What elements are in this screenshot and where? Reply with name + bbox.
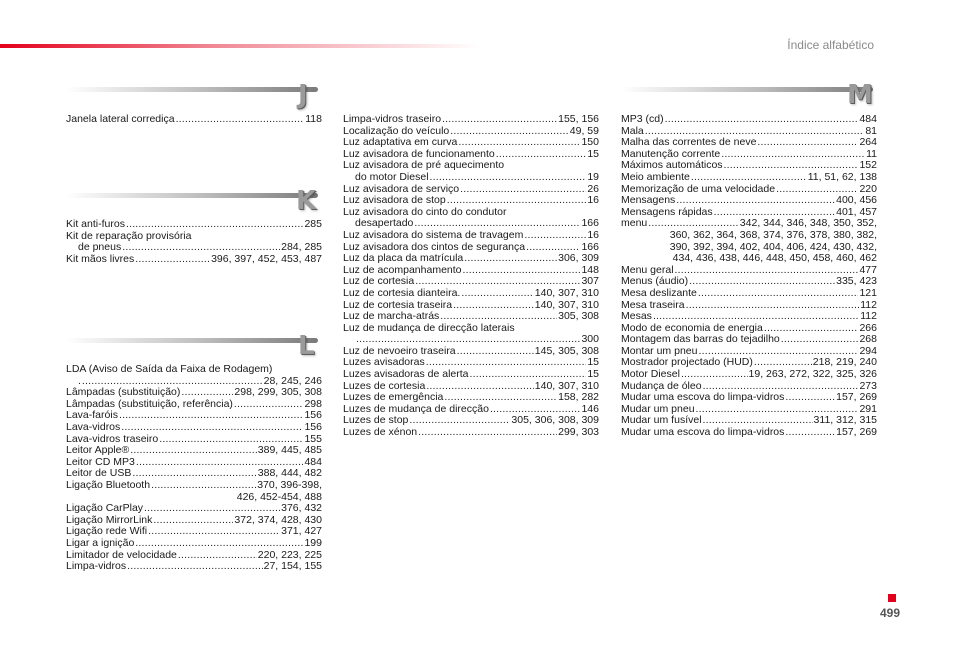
- index-entry-pages: 306, 309: [558, 252, 599, 265]
- index-entry-leader-dots: [234, 399, 304, 411]
- index-entry-name: Mudar um pneu: [621, 402, 695, 415]
- index-entry-pages: 15: [587, 356, 599, 369]
- index-entry: [343, 114, 599, 126]
- index-entry-leader-dots: [665, 114, 859, 126]
- index-entry-name: Luz de cortesia traseira: [343, 298, 453, 311]
- index-entry: [343, 253, 599, 265]
- index-entry-pages: 335, 423: [836, 275, 877, 288]
- index-entry-name: desapertado: [355, 217, 414, 230]
- index-entry: [66, 503, 322, 515]
- index-entry: [621, 311, 877, 323]
- index-entry-leader-dots: [178, 550, 257, 562]
- index-entry-pages: 150: [581, 136, 599, 149]
- index-entry-name: Ligação MirrorLink: [66, 513, 153, 526]
- index-entry-pages: 81: [865, 124, 877, 137]
- index-entry-pages: 118: [305, 113, 322, 125]
- index-entry-pages: 484: [304, 455, 322, 468]
- index-entry-name: Leitor CD MP3: [66, 455, 135, 468]
- index-entry-pages: 220: [859, 182, 877, 195]
- index-column-l-continued: [343, 114, 599, 439]
- index-entry: [621, 369, 877, 381]
- index-entry-leader-dots: [721, 149, 865, 161]
- index-entry-leader-dots: [153, 515, 233, 527]
- index-entry-pages: 166: [581, 240, 599, 253]
- index-entry-pages: 300: [581, 333, 599, 346]
- index-entry: [621, 114, 877, 126]
- index-entry-leader-dots: [151, 480, 256, 492]
- page-number: 499: [879, 606, 900, 620]
- section-letter-m: M: [847, 80, 873, 110]
- index-entry: [343, 195, 599, 207]
- index-entry-pages: 218, 219, 240: [812, 356, 877, 369]
- index-entry-pages: 285: [304, 218, 322, 230]
- index-entry-pages: 15: [587, 147, 599, 160]
- index-entry-name: MP3 (cd): [621, 113, 664, 125]
- index-entry-name: Mudar um fusível: [621, 414, 702, 427]
- index-entry-pages: 370, 396-398,: [257, 478, 322, 491]
- index-entry-name: Montar um pneu: [621, 344, 698, 357]
- index-entry-leader-dots: [676, 195, 835, 207]
- index-entry-pages: 11: [866, 147, 877, 160]
- index-entry-leader-dots: [453, 300, 534, 312]
- index-entry-pages: 477: [859, 263, 877, 276]
- index-entry-name: Mensagens rápidas: [621, 205, 713, 218]
- index-entry-pages: 305, 308: [558, 310, 599, 323]
- index-column-m: [621, 114, 877, 439]
- index-entry-pages: 166: [581, 217, 599, 230]
- index-entry-pages: 284, 285: [281, 241, 322, 254]
- index-entry-name: Luz de mudança de direcção laterais: [343, 321, 515, 334]
- index-entry-name: Luz de cortesia: [343, 275, 415, 288]
- index-entry-pages: 16: [587, 194, 599, 207]
- index-entry-name: Memorização de uma velocidade: [621, 182, 776, 195]
- section-divider-bar: [66, 193, 318, 198]
- index-entry-name: Luzes de mudança de direcção: [343, 402, 489, 415]
- index-entry-leader-dots: [470, 369, 587, 381]
- index-entry-leader-dots: [463, 265, 581, 277]
- index-entry-leader-dots: [409, 415, 510, 427]
- index-entry-pages: 140, 307, 310: [534, 298, 599, 311]
- index-entry-leader-dots: [689, 276, 835, 288]
- index-entry: [66, 254, 322, 266]
- index-entry-name: Montagem das barras do tejadilho: [621, 333, 780, 346]
- index-entry-name: Luz avisadora de funcionamento: [343, 147, 495, 160]
- index-entry-leader-dots: [757, 137, 858, 149]
- index-entry-name: Luz avisadora dos cintos de segurança: [343, 240, 526, 253]
- index-entry-continuation: 390, 392, 394, 402, 404, 406, 424, 430, 432,: [669, 240, 877, 253]
- index-entry-name: Lâmpadas (substituição): [66, 386, 181, 399]
- index-entry-leader-dots: [130, 445, 257, 457]
- index-entry-name: Lava-vidros traseiro: [66, 432, 159, 445]
- index-entry-leader-dots: [691, 172, 807, 184]
- index-entry-leader-dots: [447, 195, 587, 207]
- index-entry-name: Luzes de cortesia: [343, 379, 426, 392]
- index-entry-pages: 268: [859, 333, 877, 346]
- index-entry-name: Mala: [621, 124, 644, 137]
- index-entry-name: Luz de nevoeiro traseira: [343, 344, 456, 357]
- index-entry-leader-dots: [121, 422, 303, 434]
- index-entry-pages: 311, 312, 315: [813, 414, 877, 427]
- index-entry-name: Ligação Bluetooth: [66, 478, 151, 491]
- index-column-k: [66, 219, 322, 265]
- index-entry-leader-dots: [132, 468, 256, 480]
- index-entry-pages: 307: [581, 275, 599, 288]
- index-entry-pages: 400, 456: [836, 194, 877, 207]
- index-entry-name: Luzes avisadoras de alerta: [343, 368, 469, 381]
- index-entry: [66, 538, 322, 550]
- index-entry-name: Mesa traseira: [621, 298, 685, 311]
- index-entry-pages: 112: [860, 310, 877, 323]
- index-entry-pages: 140, 307, 310: [534, 286, 599, 299]
- index-entry-name: Luzes de stop: [343, 414, 409, 427]
- index-entry-pages: 298: [304, 397, 322, 410]
- index-entry-name: Mudar uma escova do limpa-vidros: [621, 426, 785, 439]
- index-entry: [343, 311, 599, 323]
- index-entry-name: Mesas: [621, 310, 652, 323]
- index-entry-pages: 157, 269: [836, 426, 877, 439]
- index-entry-leader-dots: [785, 392, 835, 404]
- index-entry-name: Lava-vidros: [66, 420, 121, 433]
- index-entry-continuation: 426, 452-454, 488: [236, 490, 322, 503]
- index-entry-pages: 158, 282: [558, 391, 599, 404]
- index-entry-name: Lâmpadas (substituição, referência): [66, 397, 233, 410]
- index-entry-leader-dots: [176, 114, 305, 126]
- section-letter-l: L: [298, 331, 315, 361]
- index-entry-pages: 220, 223, 225: [257, 548, 322, 561]
- index-entry-name: Mostrador projectado (HUD): [621, 356, 753, 369]
- index-entry-name: Luzes de xénon: [343, 426, 418, 439]
- index-entry-pages: 484: [859, 113, 877, 125]
- index-entry-name: Ligar a ignição: [66, 536, 135, 549]
- index-entry-pages: 26: [587, 182, 599, 195]
- index-entry-name: Luz avisadora do cinto do condutor: [343, 205, 507, 218]
- index-entry: [66, 114, 322, 126]
- index-entry-name: menu: [621, 217, 648, 230]
- index-entry-name: Luz adaptativa em curva: [343, 136, 458, 149]
- index-entry-pages: 264: [859, 136, 877, 149]
- index-entry-name: .: [78, 374, 81, 387]
- index-entry: [66, 219, 322, 231]
- index-entry-name: Limitador de velocidade: [66, 548, 177, 561]
- index-entry-leader-dots: [496, 149, 587, 161]
- index-entry-name: Meio ambiente: [621, 170, 690, 183]
- index-entry-name: Mudança de óleo: [621, 379, 702, 392]
- index-entry-name: Menu geral: [621, 263, 674, 276]
- index-entry-name: LDA (Aviso de Saída da Faixa de Rodagem): [66, 363, 273, 375]
- index-entry-name: Luz avisadora do sistema de travagem: [343, 228, 524, 241]
- section-divider-bar: [66, 87, 318, 92]
- index-entry-leader-dots: [450, 126, 569, 138]
- index-entry-pages: 28, 245, 246: [263, 374, 322, 387]
- index-entry-leader-dots: [785, 427, 835, 439]
- index-entry-name: de pneus: [78, 241, 122, 254]
- index-entry-continuation: 434, 436, 438, 446, 448, 450, 458, 460, 462: [672, 252, 877, 265]
- index-entry-name: Janela lateral corrediça: [66, 113, 175, 125]
- index-entry-name: Limpa-vidros traseiro: [343, 113, 442, 125]
- section-divider-bar: [66, 338, 318, 343]
- index-entry-leader-dots: [681, 369, 748, 381]
- index-entry-pages: 388, 444, 482: [257, 467, 322, 480]
- index-entry-name: Ligação CarPlay: [66, 502, 144, 515]
- index-entry-leader-dots: [698, 288, 859, 300]
- index-entry-leader-dots: [135, 254, 210, 266]
- index-entry-pages: 342, 344, 346, 348, 350, 352,: [739, 217, 877, 230]
- index-entry-name: Kit anti-furos: [66, 218, 125, 230]
- index-entry-pages: 145, 305, 308: [534, 344, 599, 357]
- section-letter-j: J: [298, 80, 308, 110]
- index-entry-pages: 156: [304, 420, 322, 433]
- index-entry-pages: 27, 154, 155: [263, 560, 322, 573]
- index-entry-pages: 199: [304, 536, 322, 549]
- section-divider-bar: [621, 87, 873, 92]
- index-entry: [343, 288, 599, 300]
- section-letter-k: K: [296, 186, 317, 216]
- index-entry-leader-dots: [457, 346, 534, 358]
- index-entry-name: Mudar uma escova do limpa-vidros: [621, 391, 785, 404]
- index-entry-pages: 372, 374, 428, 430: [234, 513, 322, 526]
- index-column-j: [66, 114, 322, 126]
- index-entry-name: Lava-faróis: [66, 409, 118, 422]
- index-entry-leader-dots: [418, 427, 557, 439]
- index-entry: [621, 300, 877, 312]
- index-entry-leader-dots: [524, 230, 586, 242]
- index-entry-leader-dots: [442, 114, 557, 126]
- header-accent-bar: [0, 44, 480, 48]
- index-entry-name: Limpa-vidros: [66, 560, 127, 573]
- index-entry-name: Mesa deslizante: [621, 286, 697, 299]
- index-entry-leader-dots: [461, 288, 533, 300]
- index-entry-name: Luzes avisadoras: [343, 356, 425, 369]
- index-entry: [66, 480, 322, 492]
- index-entry-leader-dots: [144, 503, 280, 515]
- index-entry-leader-dots: [148, 526, 280, 538]
- index-entry-pages: 140, 307, 310: [534, 379, 599, 392]
- index-entry-leader-dots: [119, 410, 304, 422]
- index-entry-pages: 266: [859, 321, 877, 334]
- index-entry-pages: 371, 427: [281, 525, 322, 538]
- index-entry-pages: 15: [587, 368, 599, 381]
- index-entry-name: Kit de reparação provisória: [66, 229, 192, 242]
- index-entry: [621, 172, 877, 184]
- index-entry-name: Leitor de USB: [66, 467, 132, 480]
- index-entry-pages: 19, 263, 272, 322, 325, 326: [748, 368, 877, 381]
- index-column-l: [66, 364, 322, 573]
- index-entry: [66, 445, 322, 457]
- index-entry-leader-dots: [653, 311, 859, 323]
- index-entry-pages: 112: [860, 298, 877, 311]
- index-entry-pages: 376, 432: [281, 502, 322, 515]
- index-entry-leader-dots: [781, 334, 859, 346]
- index-entry: [343, 427, 599, 439]
- index-entry-pages: 291: [859, 402, 877, 415]
- index-entry: [343, 323, 599, 335]
- index-entry: [343, 172, 599, 184]
- index-entry: [66, 561, 322, 573]
- page-header-title: Índice alfabético: [787, 38, 874, 52]
- index-entry-pages: 148: [581, 263, 599, 276]
- index-entry-name: Luz de acompanhamento: [343, 263, 462, 276]
- index-entry-pages: 146: [581, 402, 599, 415]
- index-entry: [621, 288, 877, 300]
- index-entry-pages: 121: [859, 286, 877, 299]
- index-entry-name: Luz de marcha-atrás: [343, 310, 440, 323]
- index-entry-leader-dots: [440, 311, 557, 323]
- index-entry-pages: 299, 303: [558, 426, 599, 439]
- index-entry-pages: 11, 51, 62, 138: [807, 170, 877, 183]
- index-entry-name: Luz avisadora de serviço: [343, 182, 460, 195]
- index-entry-pages: 155: [304, 432, 322, 445]
- index-entry: [343, 230, 599, 242]
- index-entry-name: Ligação rede Wifi: [66, 525, 148, 538]
- index-entry-name: Kit mãos livres: [66, 252, 135, 265]
- index-entry-leader-dots: [127, 561, 263, 573]
- index-entry-leader-dots: [675, 265, 859, 277]
- index-entry-leader-dots: [460, 184, 586, 196]
- index-entry-leader-dots: [135, 538, 303, 550]
- index-entry-name: Luzes de emergência: [343, 391, 444, 404]
- index-entry-pages: 152: [859, 159, 877, 172]
- index-entry-name: Menus (áudio): [621, 275, 689, 288]
- index-entry: [621, 195, 877, 207]
- index-entry-name: Leitor Apple®: [66, 444, 130, 457]
- index-entry-pages: 273: [859, 379, 877, 392]
- index-entry-pages: 156: [304, 409, 322, 422]
- index-entry-name: Máximos automáticos: [621, 159, 723, 172]
- index-entry-leader-dots: [464, 253, 557, 265]
- index-entry-continuation: 360, 362, 364, 368, 374, 376, 378, 380, 382,: [669, 228, 877, 241]
- index-entry-name: Mensagens: [621, 194, 676, 207]
- index-entry-pages: 389, 445, 485: [257, 444, 322, 457]
- index-entry-name: Luz avisadora de stop: [343, 194, 446, 207]
- index-entry-leader-dots: [686, 300, 860, 312]
- index-entry-pages: 298, 299, 305, 308: [234, 386, 322, 399]
- index-entry-pages: 155, 156: [558, 113, 599, 125]
- index-entry: [343, 369, 599, 381]
- index-entry-leader-dots: [430, 172, 587, 184]
- index-entry-name: Motor Diesel: [621, 368, 680, 381]
- index-entry-name: Luz de cortesia dianteira.: [343, 286, 461, 299]
- index-entry-name: Malha das correntes de neve: [621, 136, 757, 149]
- index-entry-pages: 294: [859, 344, 877, 357]
- index-entry-pages: 396, 397, 452, 453, 487: [211, 252, 322, 265]
- page-marker: [888, 594, 896, 602]
- index-entry-pages: 49, 59: [569, 124, 599, 137]
- index-entry-name: Luz avisadora de pré aquecimento: [343, 159, 505, 172]
- index-entry-pages: 19: [587, 170, 599, 183]
- index-entry-name: Luz da placa da matrícula: [343, 252, 464, 265]
- index-entry: [66, 364, 322, 376]
- index-entry-name: Localização do veículo: [343, 124, 450, 137]
- index-entry: [66, 422, 322, 434]
- index-entry-name: Manutenção corrente: [621, 147, 721, 160]
- index-entry-pages: 401, 457: [836, 205, 877, 218]
- index-entry-pages: 305, 306, 308, 309: [511, 414, 599, 427]
- index-entry: [621, 427, 877, 439]
- index-entry-pages: 16: [587, 228, 599, 241]
- index-entry-leader-dots: [126, 219, 304, 231]
- index-entry-name: Modo de economia de energia: [621, 321, 763, 334]
- index-entry-pages: 157, 269: [836, 391, 877, 404]
- index-entry-name: do motor Diesel: [355, 170, 429, 183]
